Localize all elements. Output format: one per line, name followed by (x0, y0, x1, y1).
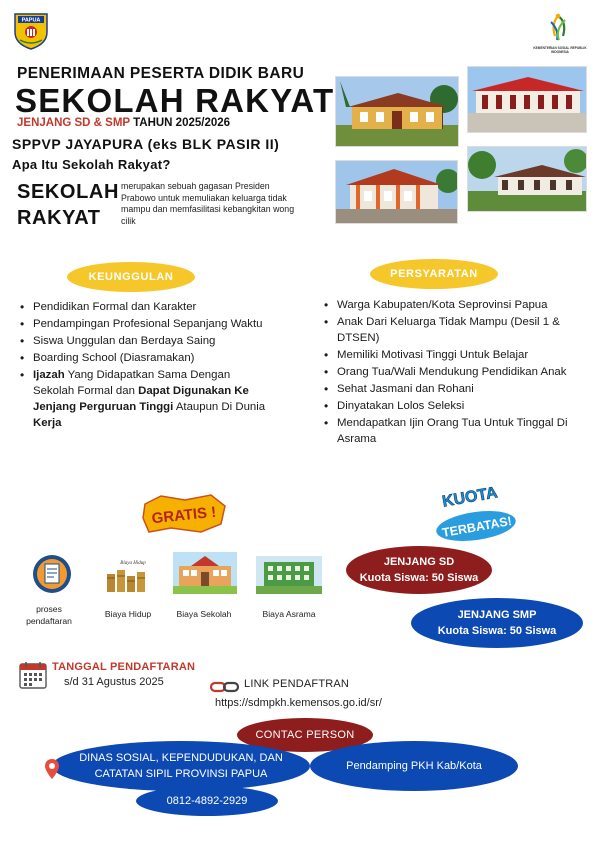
pre-title: PENERIMAAN PESERTA DIDIK BARU (17, 65, 305, 82)
about-title (17, 179, 117, 231)
link-chain-icon (210, 679, 242, 695)
svg-text:TERBATAS!: TERBATAS! (441, 513, 513, 541)
about-title-line1: SEKOLAH (17, 181, 119, 203)
school-photo-4 (467, 146, 587, 212)
jenjang-sd-value: Kuota Siswa: 50 Siswa (359, 572, 479, 584)
about-description: merupakan sebuah gagasan Presiden Prabowo untuk memuliakan keluarga tidak mampu dan memfasilitasi kebangkitan wong cilik (121, 181, 295, 226)
jenjang-line (17, 117, 230, 129)
biaya-asrama-label: Biaya Asrama (262, 609, 316, 619)
keunggulan-label: KEUNGGULAN (67, 262, 195, 292)
biaya-hidup-label: Biaya Hidup (104, 609, 152, 619)
contact-person-label: CONTAC PERSON (237, 718, 373, 752)
registration-link[interactable]: https://sdmpkh.kemensos.go.id/sr/ (215, 697, 382, 709)
jenjang-sd-quota (346, 546, 492, 594)
svg-text:PAPUA: PAPUA (21, 17, 41, 24)
gratis-badge (141, 494, 227, 534)
list-item: • Pendampingan Profesional Sepanjang Waktu (19, 316, 274, 332)
list-item: • Warga Kabupaten/Kota Seprovinsi Papua (323, 297, 573, 313)
biaya-sekolah-label: Biaya Sekolah (176, 609, 232, 619)
jenjang-smp-title: JENJANG SMP (457, 609, 537, 621)
list-item: • Boarding School (Diasramakan) (19, 350, 274, 366)
coins-icon (103, 556, 153, 594)
jenjang-smp-value: Kuota Siswa: 50 Siswa (437, 625, 557, 637)
persyaratan-label: PERSYARATAN (370, 259, 498, 289)
keunggulan-list (19, 299, 274, 432)
list-item-ijazah: • Ijazah Yang Didapatkan Sama Dengan Sekolah Formal dan Dapat Digunakan Ke Jenjang Perguruan Tinggi Ataupun Di Dunia Kerja (19, 367, 274, 431)
jenjang-red-text: JENJANG SD & SMP (17, 117, 130, 129)
list-item: • Siswa Unggulan dan Berdaya Saing (19, 333, 274, 349)
kemensos-logo-text: KEMENTERIAN SOSIAL REPUBLIK INDONESIA (533, 46, 587, 54)
svg-text:GRATIS !: GRATIS ! (150, 503, 218, 528)
list-item: • Orang Tua/Wali Mendukung Pendidikan Anak (323, 364, 573, 380)
calendar-icon (18, 660, 48, 690)
jenjang-smp-quota (411, 598, 583, 648)
kuota-terbatas-badge (430, 478, 520, 548)
list-item: • Anak Dari Keluarga Tidak Mampu (Desil 1 & DTSEN) (323, 314, 573, 346)
list-item: • Memiliki Motivasi Tinggi Untuk Belajar (323, 347, 573, 363)
dinas-sosial-contact: DINAS SOSIAL, KEPENDUDUKAN, DAN CATATAN SIPIL PROVINSI PAPUA (52, 741, 310, 791)
svg-text:Biaya Hidup: Biaya Hidup (120, 561, 146, 566)
jenjang-sd-title: JENJANG SD (383, 556, 455, 568)
school-photo-2 (467, 66, 587, 133)
sppvp-location: SPPVP JAYAPURA (eks BLK PASIR II) (12, 136, 280, 152)
school-photo-1 (335, 76, 459, 147)
list-item: • Pendidikan Formal dan Karakter (19, 299, 274, 315)
school-building-icon (173, 552, 237, 594)
phone-number[interactable]: 0812-4892-2929 (136, 786, 278, 816)
tanggal-label: TANGGAL PENDAFTARAN (52, 661, 196, 673)
school-photo-3 (335, 160, 458, 224)
proses-label: proses pendaftaran (26, 604, 72, 626)
question-heading: Apa Itu Sekolah Rakyat? (12, 157, 171, 172)
papua-emblem-logo (12, 10, 50, 50)
persyaratan-list (323, 297, 573, 448)
tanggal-value: s/d 31 Agustus 2025 (64, 676, 164, 688)
pendamping-pkh-contact: Pendamping PKH Kab/Kota (310, 741, 518, 791)
main-title: SEKOLAH RAKYAT (15, 82, 335, 119)
list-item: • Mendapatkan Ijin Orang Tua Untuk Tinggal Di Asrama (323, 415, 573, 447)
list-item: • Sehat Jasmani dan Rohani (323, 381, 573, 397)
link-label: LINK PENDAFTRAN (244, 678, 350, 690)
location-pin-icon (44, 758, 60, 780)
list-item: • Dinyatakan Lolos Seleksi (323, 398, 573, 414)
dormitory-icon (256, 556, 322, 594)
jenjang-year-text: TAHUN 2025/2026 (129, 117, 231, 129)
svg-text:KUOTA: KUOTA (441, 484, 499, 511)
document-stack-icon (32, 554, 72, 594)
about-title-line2: RAKYAT (17, 207, 101, 229)
